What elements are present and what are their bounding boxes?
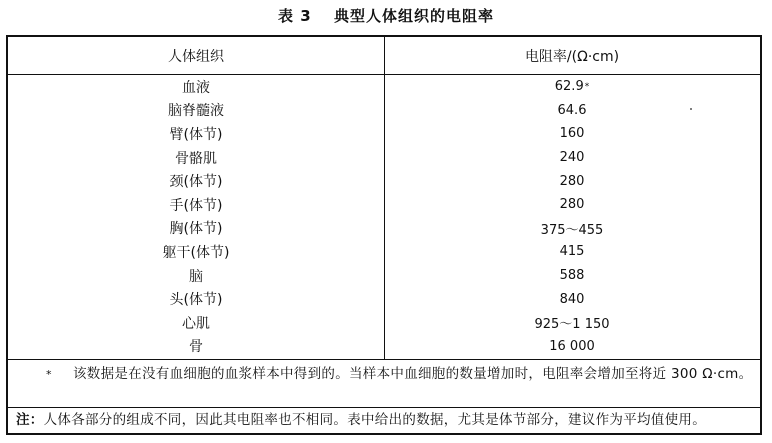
resistivity-value: 375～455 [540,222,604,238]
resistivity-value: 280 [559,197,585,213]
table-row [8,264,760,288]
resistivity-cell [384,335,760,359]
tissue-cell: 骨骼肌 [175,150,217,167]
resistivity-value: 925～1 150 [534,317,610,333]
tissue-cell: 胸(体节) [169,221,223,238]
table-title: 典型人体组织的电阻率 [333,7,494,25]
resistivity-cell [384,311,760,335]
table-row [8,146,760,170]
resistivity-cell [384,240,760,264]
table-row [8,75,760,99]
table-row [8,287,760,311]
footnote-mark: * [46,368,52,381]
tissue-cell: 脑 [189,268,203,285]
resistivity-value: 16 000 [549,338,595,354]
table-row [8,240,760,264]
tissue-cell: 脑脊髓液 [168,103,224,120]
resistivity-cell [384,264,760,288]
tissue-cell: 躯干(体节) [162,244,230,261]
resistivity-cell [384,122,760,146]
table-number: 表 3 [278,7,312,25]
header-tissue: 人体组织 [168,48,224,65]
resistivity-value: 160 [559,126,585,142]
footnote-text: 该数据是在没有血细胞的血浆样本中得到的。当样本中血细胞的数量增加时，电阻率会增加至将近 300 Ω·cm。 [73,366,753,382]
note-text: 人体各部分的组成不同，因此其电阻率也不相同。表中给出的数据，尤其是体节部分，建议作为平均值使用。 [43,412,707,428]
resistivity-cell [384,217,760,241]
table-row [8,169,760,193]
resistivity-cell [384,169,760,193]
footnote-ref-mark: * [584,81,590,92]
resistivity-value: 280 [559,173,585,189]
table-row [8,122,760,146]
resistivity-value: 840 [559,291,585,307]
tissue-cell: 骨 [189,339,203,356]
table-caption [0,5,772,26]
table-note [8,407,760,433]
scan-speck [690,108,692,110]
tissue-cell: 心肌 [182,315,210,332]
resistivity-value: 240 [559,150,585,166]
tissue-cell: 手(体节) [169,197,223,214]
table-body [8,75,760,359]
tissue-cell: 颈(体节) [169,174,223,191]
resistivity-value: 62.9 [554,79,584,95]
resistivity-cell [384,146,760,170]
table-row [8,311,760,335]
table-row [8,335,760,359]
table-row [8,217,760,241]
table-row [8,193,760,217]
tissue-cell: 头(体节) [169,292,223,309]
resistivity-value: 588 [559,268,585,284]
resistivity-value: 415 [559,244,585,260]
resistivity-value: 64.6 [557,102,587,118]
tissue-cell: 臂(体节) [169,126,223,143]
table-footnote [8,359,760,407]
resistivity-table [6,35,762,435]
resistivity-cell [384,193,760,217]
resistivity-cell [384,99,760,123]
tissue-cell: 血液 [182,79,210,96]
note-label: 注： [16,412,44,428]
resistivity-cell [384,75,760,99]
resistivity-cell [384,287,760,311]
table-row [8,99,760,123]
header-resistivity: 电阻率/(Ω·cm) [524,48,620,65]
